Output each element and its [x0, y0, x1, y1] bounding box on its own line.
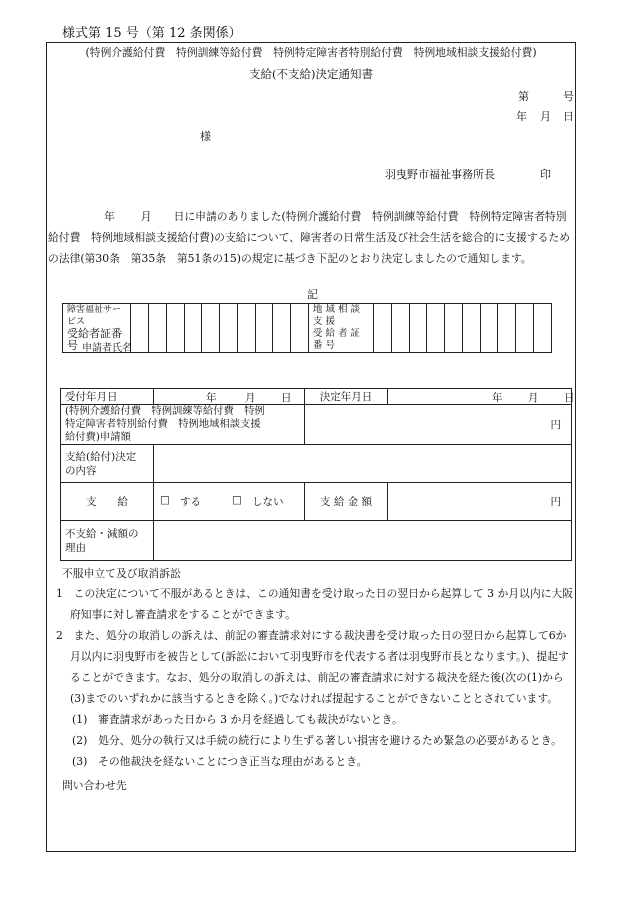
id-digit-cell[interactable] [462, 304, 480, 353]
para-month: 月 [140, 210, 152, 223]
decision-date-label: 決定年月日 [305, 389, 388, 405]
service-id-label: 障害福祉サービス 受給者証番号 [63, 304, 131, 353]
id-digit-cell[interactable] [480, 304, 498, 353]
received-date-field[interactable]: 年 月 日 [154, 389, 305, 405]
id-digit-cell[interactable] [516, 304, 534, 353]
decision-table [60, 388, 575, 561]
payment-amount-field[interactable]: 円 [388, 483, 572, 521]
date-day-label: 日 [563, 110, 574, 123]
contact-label: 問い合わせ先 [62, 779, 127, 792]
number-dai: 第 [518, 90, 529, 103]
decision-content-field[interactable] [154, 445, 572, 483]
id-digit-cell[interactable] [166, 304, 184, 353]
page-title: 支給(不支給)決定通知書 [249, 67, 373, 81]
applicant-name-label: 申請者氏名 [82, 343, 132, 354]
checkbox-yes[interactable]: □ [160, 494, 170, 506]
id-digit-cell[interactable] [409, 304, 427, 353]
addressee-suffix: 様 [200, 130, 211, 143]
number-go: 号 [563, 90, 574, 103]
date-month-label: 月 [540, 110, 551, 123]
appeal-heading: 不服申立て及び取消訴訟 [62, 567, 181, 580]
requested-amount-label: (特例介護給付費 特例訓練等給付費 特例特定障害者特別給付費 特例地域相談支援給付費)申請額 [61, 405, 305, 445]
appeal-notes [56, 583, 576, 772]
id-digit-cell[interactable] [131, 304, 149, 353]
appeal-item-1: 1 この決定について不服があるときは、この通知書を受け取った日の翌日から起算して 3 か月以内に大阪府知事に対し審査請求をすることができます。 [56, 587, 574, 621]
payment-options [154, 483, 305, 521]
benefits-line: (特例介護給付費 特例訓練等給付費 特例特定障害者特別給付費 特例地域相談支援給付費) [85, 46, 537, 59]
payment-amount-label: 支 給 金 額 [305, 483, 388, 521]
requested-amount-field[interactable]: 円 [305, 405, 572, 445]
id-digit-cell[interactable] [391, 304, 409, 353]
id-digit-cell[interactable] [445, 304, 463, 353]
date-year-label: 年 [516, 110, 527, 123]
appeal-item-2: 2 また、処分の取消しの訴えは、前記の審査請求対にする裁決書を受け取った日の翌日から起算して6か月以内に羽曳野市を被告として(訴訟において羽曳野市を代表する者は羽曳野市長となります。)、提起することができます。なお、処分の取消しの訴えは、前記の審査請求に対する裁決を経た後(次の(1)から(3)までのいずれかに該当するときを除く。)でなければ提起することができないこととされています。 [56, 629, 569, 705]
decision-content-label: 支給(給付)決定の内容 [61, 445, 154, 483]
id-number-table [62, 303, 552, 353]
id-digit-cell[interactable] [291, 304, 309, 353]
id-digit-cell[interactable] [427, 304, 445, 353]
received-date-label: 受付年月日 [61, 389, 154, 405]
para-text: 日に申請のありました(特例介護給付費 特例訓練等給付費 特例特定障害者特別給付費 特例地域相談支援給付費)の支給について、障害者の日常生活及び社会生活を総合的に支援するための法律(第30条 第35条 第51条の15)の規定に基づき下記のとおり決定しましたので通知します。 [48, 210, 571, 265]
id-digit-cell[interactable] [273, 304, 291, 353]
reason-field[interactable] [154, 521, 572, 561]
decision-date-field[interactable]: 年 月 日 [388, 389, 572, 405]
id-digit-cell[interactable] [220, 304, 238, 353]
issuer: 羽曳野市福祉事務所長 [385, 168, 495, 181]
id-digit-cell[interactable] [534, 304, 552, 353]
form-number: 様式第 15 号（第 12 条関係） [62, 26, 242, 41]
para-year: 年 [104, 210, 115, 223]
appeal-sub-1: (1) 審査請求があった日から 3 か月を経過しても裁決がないとき。 [72, 713, 403, 726]
id-digit-cell[interactable] [149, 304, 167, 353]
option-yes-label: する [180, 496, 201, 508]
id-digit-cell[interactable] [255, 304, 273, 353]
ki-label: 記 [307, 288, 318, 301]
option-no-label: しない [252, 496, 284, 508]
id-digit-cell[interactable] [184, 304, 202, 353]
consult-id-label: 地 域 相 談 支 援 受 給 者 証 番 号 [308, 304, 373, 353]
appeal-sub-3: (3) その他裁決を経ないことにつき正当な理由があるとき。 [72, 755, 368, 768]
notice-paragraph [48, 206, 576, 269]
appeal-sub-2: (2) 処分、処分の執行又は手続の続行により生ずる著しい損害を避けるため緊急の必要があるとき。 [72, 734, 562, 747]
reason-label: 不支給・減額の理由 [61, 521, 154, 561]
checkbox-no[interactable]: □ [232, 494, 242, 506]
payment-label: 支 給 [61, 483, 154, 521]
id-digit-cell[interactable] [202, 304, 220, 353]
id-digit-cell[interactable] [237, 304, 255, 353]
seal-mark: 印 [540, 168, 551, 181]
id-digit-cell[interactable] [374, 304, 392, 353]
id-digit-cell[interactable] [498, 304, 516, 353]
